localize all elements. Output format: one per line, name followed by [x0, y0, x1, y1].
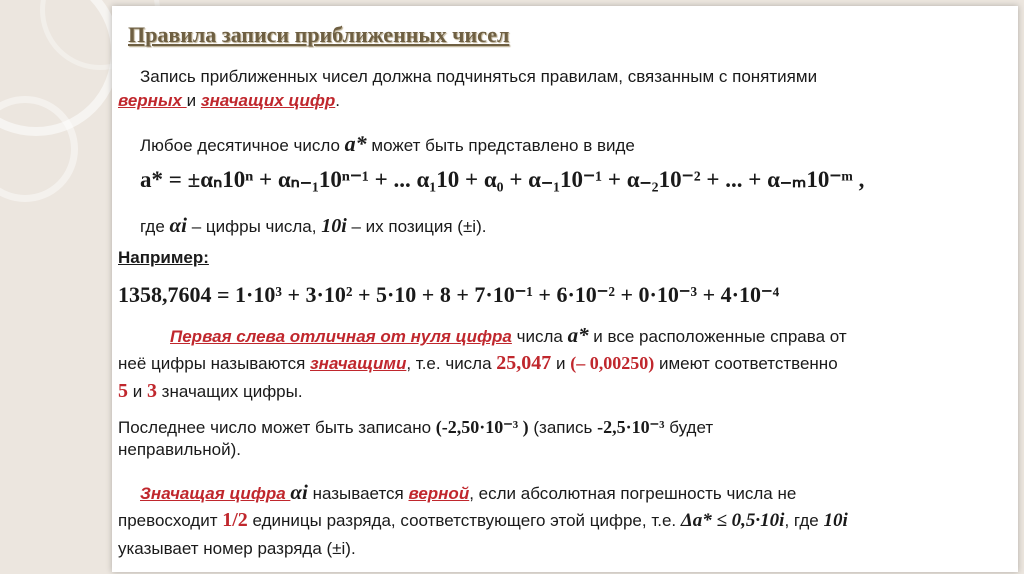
digits-text: – цифры числа,: [187, 217, 322, 236]
var-a-star: a*: [567, 323, 589, 347]
term-first-nonzero: Первая слева отличная от нуля цифра: [170, 327, 512, 346]
significant-count-text: значащих цифры.: [156, 382, 303, 401]
correct-notation: (-2,50·10⁻³ ): [435, 417, 529, 437]
number-25047: 25,047: [496, 352, 552, 374]
exceeds-text: превосходит: [118, 511, 223, 530]
respectively-text: имеют соответственно: [654, 354, 838, 373]
conj: и: [186, 91, 201, 110]
example-formula: 1358,7604 = 1·10³ + 3·10² + 5·10 + 8 + 7·10⁻¹ + 6·10⁻² + 0·10⁻³ + 4·10⁻⁴: [118, 282, 780, 307]
position-power: 10i: [823, 510, 848, 531]
significant-def-line-3: [118, 380, 303, 403]
position-text: – их позиция (±i).: [346, 217, 487, 236]
intro-terms-line: [118, 91, 340, 111]
notation-text: Последнее число может быть записано: [118, 418, 436, 437]
var-a-star: a*: [344, 131, 367, 156]
count-5: 5: [118, 380, 128, 402]
where-text: , где: [784, 511, 824, 530]
unit-text: единицы разряда, соответствующего этой цифре, т.е.: [247, 511, 681, 530]
term-significant-digits: значащих цифр: [200, 91, 336, 110]
true-digit-line-3: указывает номер разряда (±i).: [118, 539, 356, 558]
slide-title: Правила записи приближенных чисел: [128, 22, 510, 47]
representation-text: Любое десятичное число: [140, 136, 345, 155]
alpha-i: αi: [169, 213, 187, 237]
called-text: неё цифры называются: [118, 354, 310, 373]
period: .: [335, 91, 340, 110]
representation-text-end: может быть представлено в виде: [366, 136, 635, 155]
and-text: и: [128, 382, 147, 401]
notation-text-3: будет: [664, 418, 714, 437]
notation-line-1: [118, 417, 713, 438]
incorrect-notation: -2,5·10⁻³: [597, 417, 665, 437]
term-significant: значащими: [310, 354, 407, 373]
significant-def-line-1: [170, 323, 847, 348]
half-value: 1/2: [222, 509, 248, 531]
right-digits-text: и все расположенные справа от: [588, 327, 847, 346]
where-text: где: [140, 217, 170, 236]
true-digit-line-2: [118, 509, 848, 532]
notation-line-2: неправильной).: [118, 440, 241, 459]
condition-formula: Δa* ≤ 0,5·10i: [680, 510, 785, 531]
term-true: верной: [408, 484, 470, 503]
alpha-i: αi: [290, 480, 308, 504]
representation-line: [140, 131, 635, 157]
example-label: Например:: [118, 248, 209, 267]
main-formula: a* = ±αₙ10ⁿ + αₙ₋₁10ⁿ⁻¹ + ... α₁10 + α₀ + α₋₁10⁻¹ + α₋₂10⁻² + ... + α₋ₘ10⁻ᵐ ,: [140, 167, 865, 192]
term-true-digits: верных: [118, 91, 187, 110]
digit-definition-line: [140, 213, 486, 238]
position-power: 10i: [321, 215, 347, 237]
significant-def-line-2: [118, 352, 838, 375]
ie-text: , т.е. числа: [406, 354, 497, 373]
and-text: и: [551, 354, 571, 373]
count-3: 3: [146, 380, 157, 402]
of-number-text: числа: [511, 327, 568, 346]
term-significant-digit: Значащая цифра: [140, 484, 291, 503]
called-text: называется: [307, 484, 409, 503]
notation-text-2: (запись: [528, 418, 598, 437]
true-digit-line-1: [140, 480, 796, 505]
number-000250: (– 0,00250): [570, 353, 655, 373]
intro-line: Запись приближенных чисел должна подчиняться правилам, связанным с понятиями: [140, 67, 818, 86]
error-text: , если абсолютная погрешность числа не: [469, 484, 797, 503]
